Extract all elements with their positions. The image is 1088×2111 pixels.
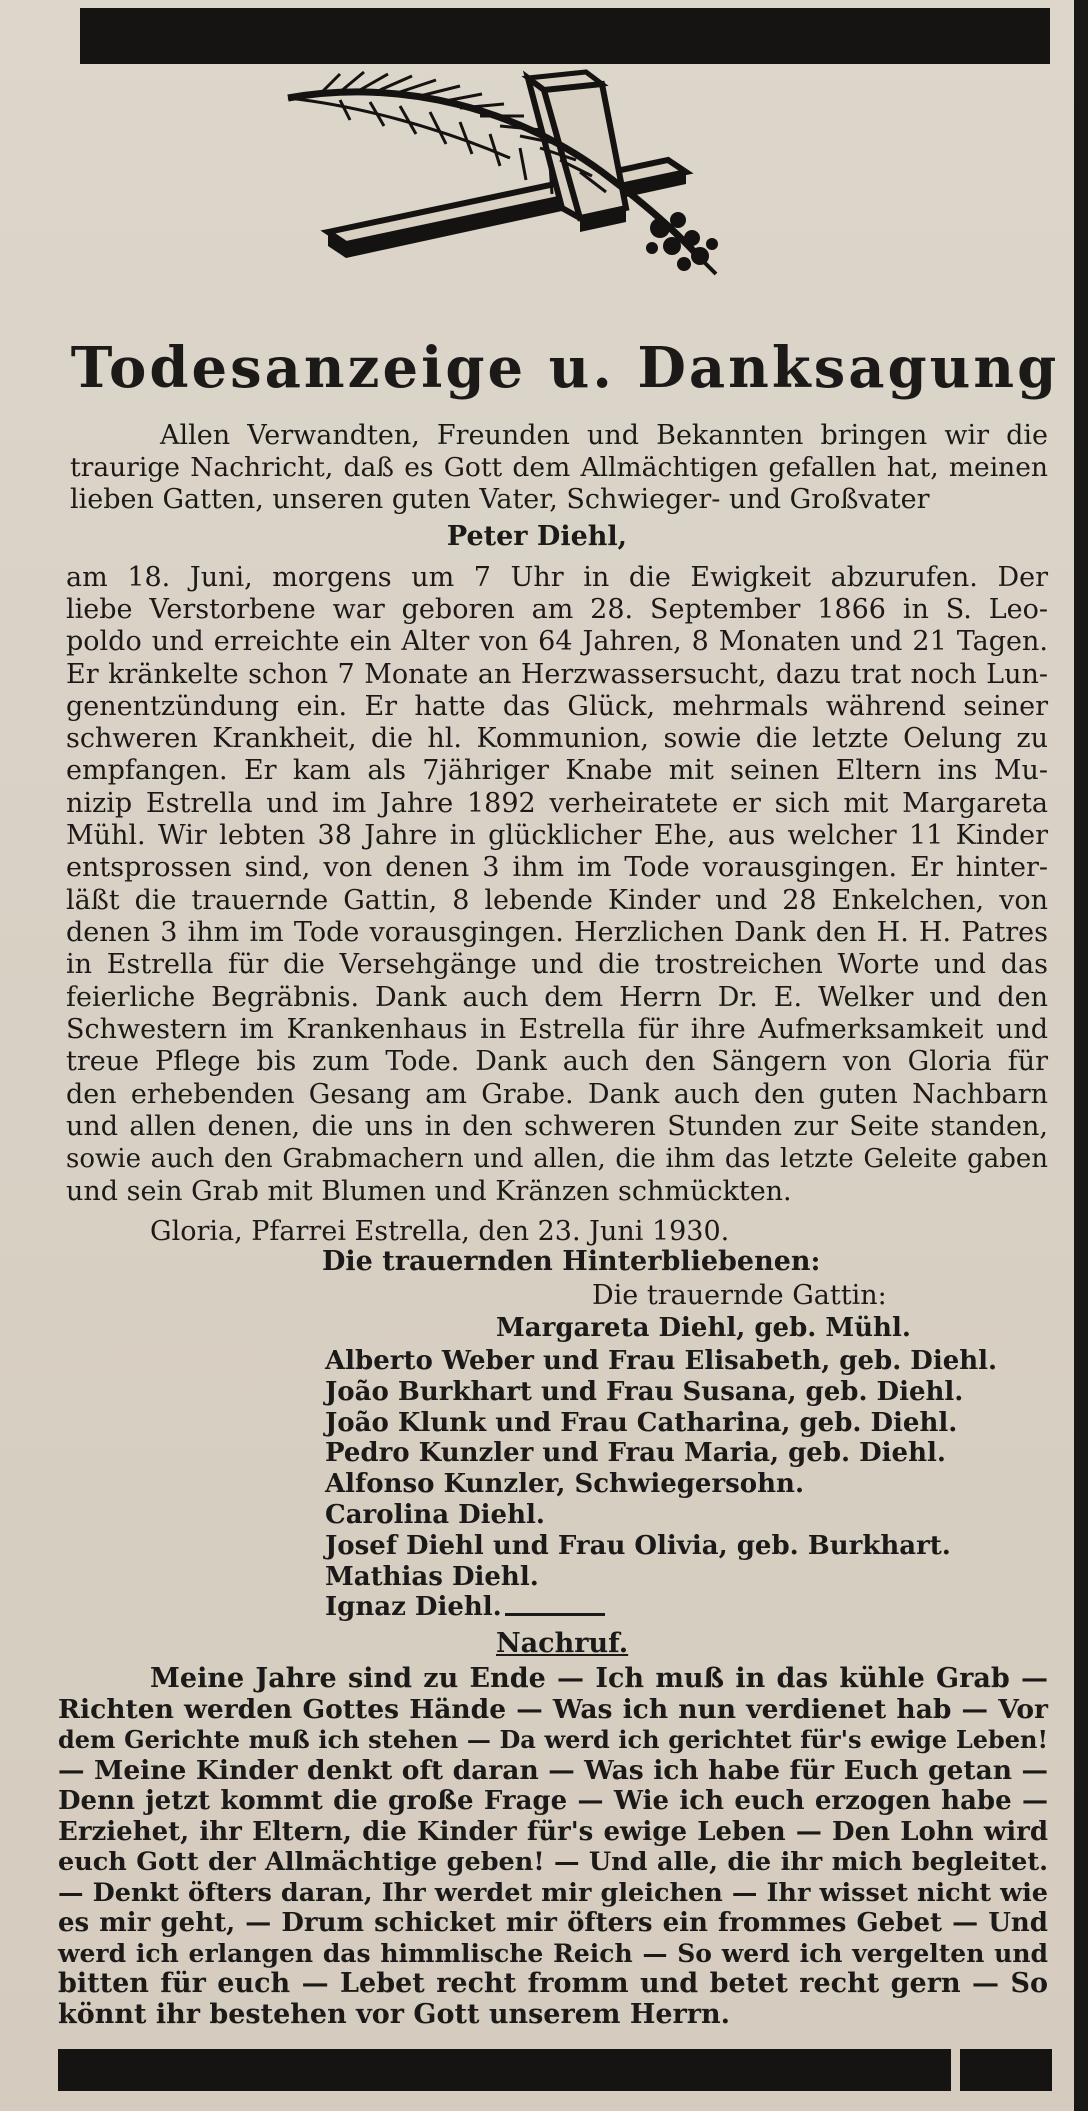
body-line: in Estrella für die Versehgänge und die trostreichen Worte und das — [66, 949, 1048, 980]
body-line: Mühl. Wir lebten 38 Jahre in glücklicher Ehe, aus welcher 11 Kinder — [66, 820, 1048, 851]
poem-line: Erziehet, ihr Eltern, die Kinder für's ewige Leben — Den Lohn wird — [58, 1817, 1048, 1847]
body-line: liebe Verstorbene war geboren am 28. September 1866 in S. Leo- — [66, 594, 1048, 625]
family-name: Alfonso Kunzler, Schwiegersohn. — [325, 1469, 805, 1500]
place-date: Gloria, Pfarrei Estrella, den 23. Juni 1930. — [150, 1216, 730, 1247]
body-line: poldo und erreichte ein Alter von 64 Jahren, 8 Monaten und 21 Tagen. — [66, 626, 1048, 657]
widow-name: Margareta Diehl, geb. Mühl. — [496, 1313, 911, 1343]
poem-line: könnt ihr bestehen vor Gott unserem Herrn. — [58, 1999, 731, 2030]
poem-line: Denn jetzt kommt die große Frage — Wie ich euch erzogen habe — — [58, 1786, 1048, 1816]
family-names-list — [325, 1346, 997, 1623]
body-line: empfangen. Er kam als 7jähriger Knabe mit seinen Eltern ins Mu- — [66, 755, 1048, 786]
cross-icon — [328, 72, 686, 258]
intro-line-2: traurige Nachricht, daß es Gott dem Allmächtigen gefallen hat, meinen — [70, 452, 1048, 483]
body-line: läßt die trauernde Gattin, 8 lebende Kinder und 28 Enkelchen, von — [66, 885, 1048, 916]
body-line: Schwestern im Krankenhaus in Estrella für ihre Aufmerksamkeit und — [66, 1014, 1048, 1045]
poem-line: Meine Jahre sind zu Ende — Ich muß in das kühle Grab — — [150, 1663, 1048, 1694]
headline: Todesanzeige u. Danksagung — [70, 335, 1060, 401]
poem-line: — Meine Kinder denkt oft daran — Was ich habe für Euch getan — — [58, 1755, 1048, 1786]
column-edge-rule — [1074, 0, 1088, 2111]
poem-line: es mir geht, — Drum schicket mir öfters ein frommes Gebet — Und — [58, 1908, 1048, 1938]
poem-line: bitten für euch — Lebet recht fromm und betet recht gern — So — [58, 1968, 1048, 1999]
poem-line: Richten werden Gottes Hände — Was ich nun verdienet hab — Vor — [58, 1694, 1048, 1725]
body-line: und allen denen, die uns in den schweren Stunden zur Seite standen, — [66, 1111, 1048, 1142]
body-line: und sein Grab mit Blumen und Kränzen schmückten. — [66, 1176, 792, 1207]
body-line: nizip Estrella und im Jahre 1892 verheiratete er sich mit Margareta — [66, 788, 1048, 819]
poem-line: dem Gerichte muß ich stehen — Da werd ich gerichtet für's ewige Leben! — [58, 1725, 1048, 1754]
family-name: Josef Diehl und Frau Olivia, geb. Burkhart. — [325, 1530, 951, 1561]
nachruf-title: Nachruf. — [496, 1628, 629, 1659]
body-line: denen 3 ihm im Tode vorausgingen. Herzlichen Dank den H. H. Patres — [66, 917, 1048, 948]
body-line: schweren Krankheit, die hl. Kommunion, sowie die letzte Oelung zu — [66, 723, 1048, 754]
body-line: entsprossen sind, von denen 3 ihm im Tode vorausgingen. Er hinter- — [66, 852, 1048, 883]
poem-line: — Denkt öfters daran, Ihr werdet mir gleichen — Ihr wisset nicht wie — [58, 1878, 1048, 1908]
intro-line-1: Allen Verwandten, Freunden und Bekannten bringen wir die — [160, 420, 1048, 451]
poem-line: werd ich erlangen das himmlische Reich — So werd ich vergelten und — [58, 1939, 1048, 1968]
deceased-name: Peter Diehl, — [446, 521, 628, 552]
cross-and-palm-emblem — [280, 68, 860, 318]
bottom-black-rule-right — [960, 2049, 1052, 2091]
family-name: Mathias Diehl. — [325, 1561, 539, 1592]
section-divider — [505, 1613, 605, 1616]
mourners-heading: Die trauernden Hinterbliebenen: — [322, 1246, 821, 1277]
intro-line-3: lieben Gatten, unseren guten Vater, Schwieger- und Großvater — [70, 484, 930, 515]
body-line: sowie auch den Grabmachern und allen, die ihm das letzte Geleite gaben — [66, 1144, 1048, 1174]
family-name: Alberto Weber und Frau Elisabeth, geb. Diehl. — [325, 1346, 998, 1376]
body-line: treue Pflege bis zum Tode. Dank auch den Sängern von Gloria für — [66, 1046, 1048, 1077]
family-name: João Klunk und Frau Catharina, geb. Diehl. — [325, 1407, 958, 1438]
family-name: João Burkhart und Frau Susana, geb. Diehl. — [325, 1376, 964, 1407]
body-line: feierliche Begräbnis. Dank auch dem Herrn Dr. E. Welker und den — [66, 982, 1048, 1013]
poem-line: euch Gott der Allmächtige geben! — Und alle, die ihr mich begleitet. — [58, 1847, 1048, 1877]
bottom-black-rule-left — [58, 2049, 951, 2091]
body-line: Er kränkelte schon 7 Monate an Herzwassersucht, dazu trat noch Lun- — [66, 659, 1048, 690]
family-name: Ignaz Diehl. — [325, 1592, 502, 1623]
family-name: Pedro Kunzler und Frau Maria, geb. Diehl. — [325, 1438, 946, 1469]
family-name: Carolina Diehl. — [325, 1499, 545, 1530]
top-black-rule — [80, 8, 1050, 64]
body-line: den erhebenden Gesang am Grabe. Dank auch den guten Nachbarn — [66, 1079, 1048, 1110]
body-line: genentzündung ein. Er hatte das Glück, mehrmals während seiner — [66, 691, 1048, 722]
body-line: am 18. Juni, morgens um 7 Uhr in die Ewigkeit abzurufen. Der — [66, 562, 1048, 593]
widow-heading: Die trauernde Gattin: — [592, 1280, 887, 1311]
